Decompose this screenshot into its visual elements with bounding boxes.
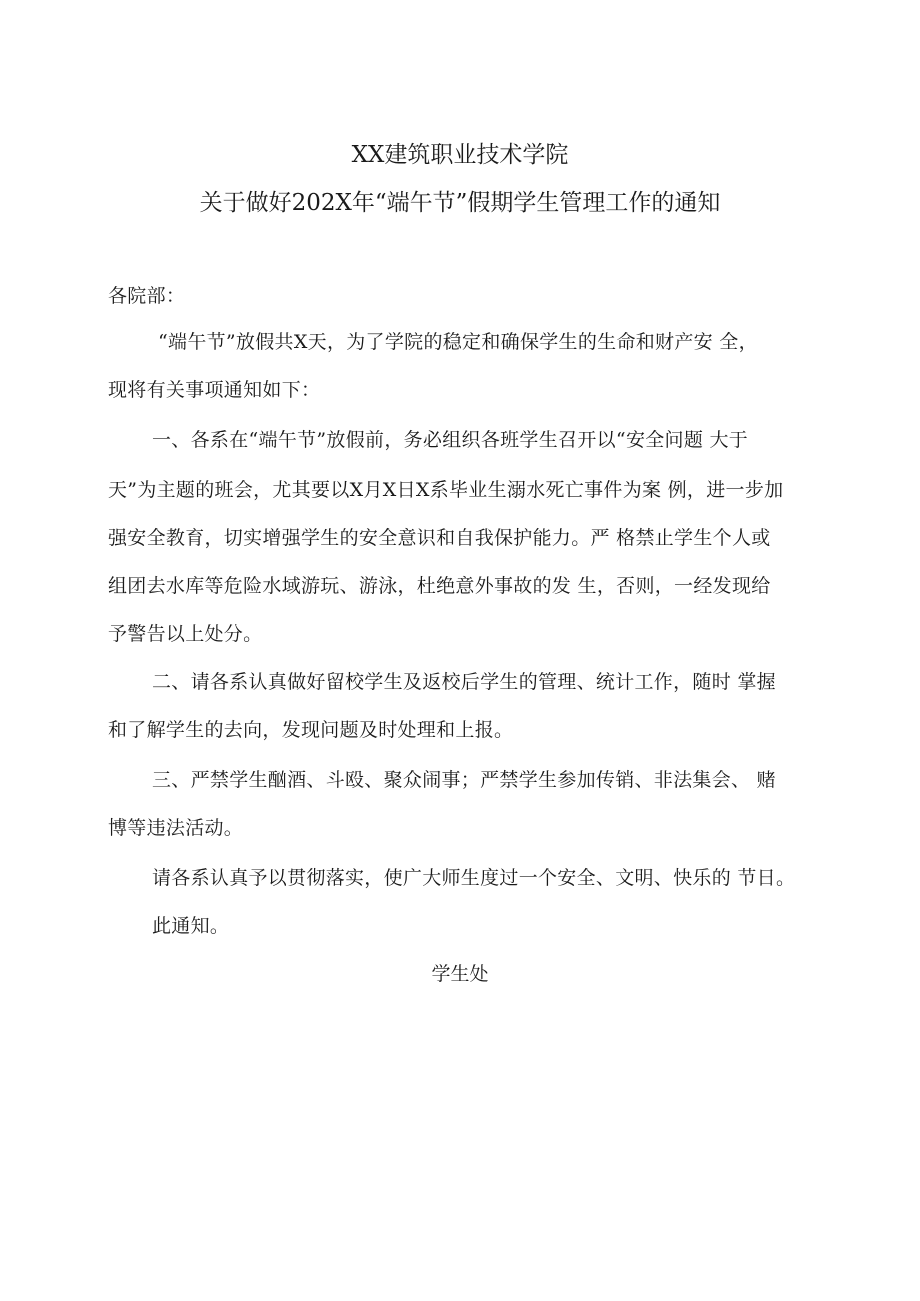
- salutation: 各院部：: [108, 285, 186, 307]
- item1-line: 强安全教育，切实增强学生的安全意识和自我保护能力。严 格禁止学生个人或: [108, 527, 771, 549]
- item1-line: 一、各系在“端午节”放假前，务必组织各班学生召开以“安全问题 大于: [152, 429, 749, 451]
- item1-line: 予警告以上处分。: [108, 623, 263, 645]
- closing-line: 此通知。: [152, 915, 230, 937]
- closing-line: 请各系认真予以贯彻落实，使广大师生度过一个安全、文明、快乐的 节日。: [152, 867, 796, 889]
- item1-line: 天”为主题的班会，尤其要以X月X日X系毕业生溺水死亡事件为案 例，进一步加: [108, 479, 784, 501]
- item2-line: 和了解学生的去向，发现问题及时处理和上报。: [108, 719, 514, 741]
- item3-line: 三、严禁学生酗酒、斗殴、聚众闹事；严禁学生参加传销、非法集会、 赌: [152, 769, 776, 791]
- title-notice: 关于做好202X年“端午节”假期学生管理工作的通知: [199, 190, 721, 216]
- intro-line: 现将有关事项通知如下：: [108, 379, 321, 401]
- item1-line: 组团去水库等危险水域游玩、游泳，杜绝意外事故的发 生，否则，一经发现给: [108, 575, 771, 597]
- signature: 学生处: [431, 963, 489, 985]
- item2-line: 二、请各系认真做好留校学生及返校后学生的管理、统计工作，随时 掌握: [152, 671, 776, 693]
- title-institution: XX建筑职业技术学院: [351, 142, 569, 168]
- intro-line: “端午节”放假共X天，为了学院的稳定和确保学生的生命和财产安 全，: [158, 331, 758, 353]
- item3-line: 博等违法活动。: [108, 817, 244, 839]
